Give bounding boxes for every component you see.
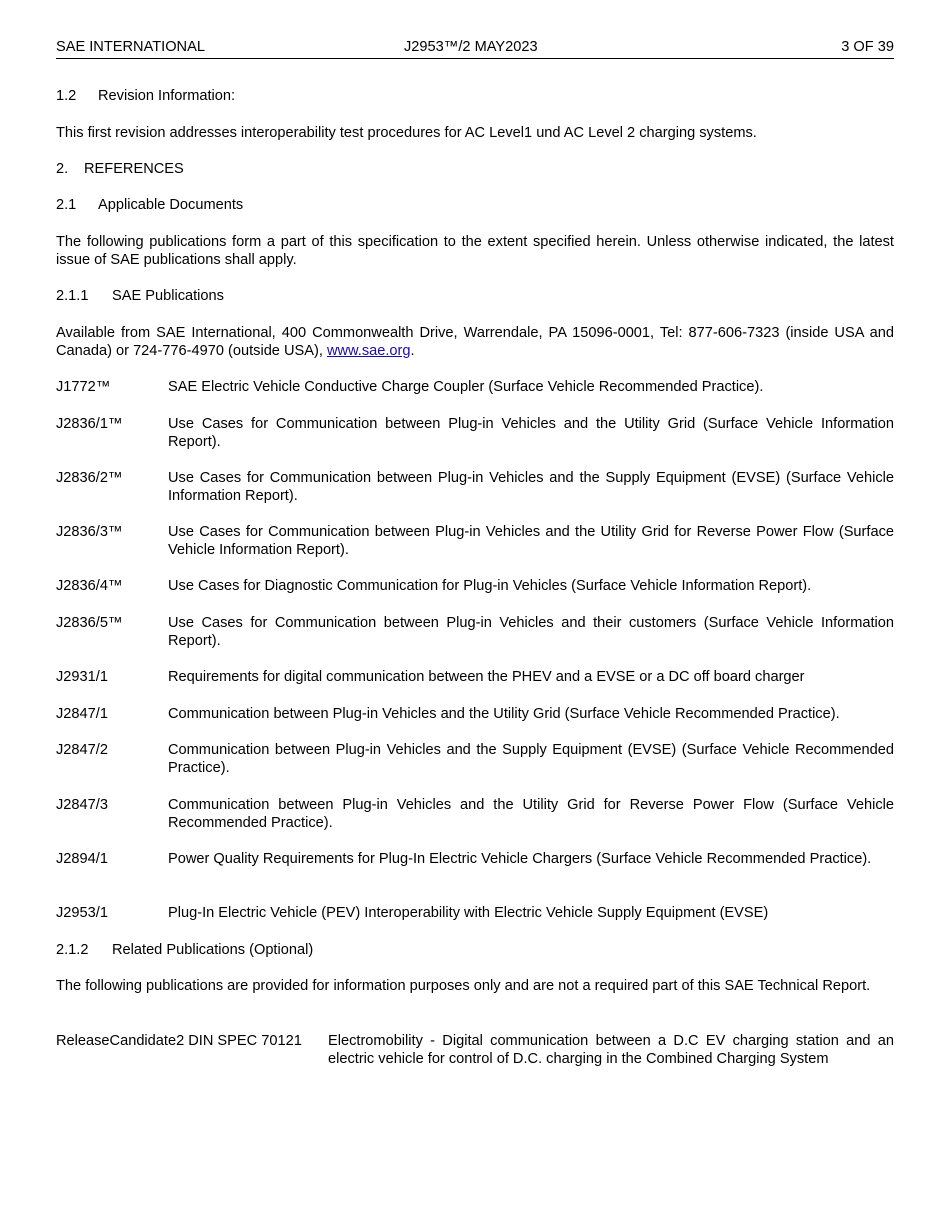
reference-code: J2836/1™ (56, 416, 123, 432)
availability-end: . (410, 343, 415, 359)
reference-description: Plug-In Electric Vehicle (PEV) Interoperability with Electric Vehicle Supply Equipment (EVSE) (168, 905, 769, 921)
reference-description: Communication between Plug-in Vehicles and the Supply Equipment (EVSE) (Surface Vehicle Recommended Practice). (168, 742, 894, 776)
reference-code: J2847/1 (56, 706, 108, 722)
section-title: SAE Publications (112, 288, 224, 304)
reference-code: J2836/5™ (56, 615, 123, 631)
section-2-1-heading (56, 196, 243, 214)
reference-description: Use Cases for Communication between Plug-in Vehicles and the Supply Equipment (EVSE) (Surface Vehicle Information Report). (168, 470, 894, 504)
header-document-id: J2953™/2 MAY2023 (404, 39, 538, 55)
page-header (56, 38, 894, 59)
section-2-heading (56, 160, 184, 178)
reference-description: Use Cases for Diagnostic Communication for Plug-in Vehicles (Surface Vehicle Information Report). (168, 578, 812, 594)
section-title: REFERENCES (84, 161, 184, 177)
section-2-1-1-heading (56, 287, 224, 305)
reference-description: SAE Electric Vehicle Conductive Charge Coupler (Surface Vehicle Recommended Practice). (168, 379, 764, 395)
header-page-number: 3 OF 39 (841, 39, 894, 55)
reference-description: Communication between Plug-in Vehicles and the Utility Grid for Reverse Power Flow (Surface Vehicle Recommended Practice). (168, 797, 894, 831)
reference-description: Electromobility - Digital communication between a D.C EV charging station and an electric vehicle for control of D.C. charging in the Combined Charging System (328, 1033, 894, 1067)
section-title: Revision Information: (98, 88, 236, 104)
header-publisher: SAE INTERNATIONAL (56, 39, 205, 55)
section-1-2-heading (56, 87, 235, 105)
sae-website-link[interactable]: www.sae.org (326, 343, 411, 359)
reference-code: ReleaseCandidate2 DIN SPEC 70121 (56, 1033, 302, 1049)
reference-code: J2836/3™ (56, 524, 123, 540)
reference-description: Use Cases for Communication between Plug-in Vehicles and their customers (Surface Vehicle Information Report). (168, 615, 894, 649)
reference-code: J2836/2™ (56, 470, 123, 486)
reference-description: Use Cases for Communication between Plug-in Vehicles and the Utility Grid for Reverse Power Flow (Surface Vehicle Information Report). (168, 524, 894, 558)
section-2-1-2-heading (56, 941, 313, 959)
reference-description: Power Quality Requirements for Plug-In Electric Vehicle Chargers (Surface Vehicle Recommended Practice). (168, 851, 872, 867)
reference-code: J1772™ (56, 379, 111, 395)
section-title: Applicable Documents (98, 197, 244, 213)
reference-code: J2953/1 (56, 905, 108, 921)
reference-code: J2894/1 (56, 851, 108, 867)
section-number: 2.1.1 (56, 288, 89, 304)
revision-paragraph: This first revision addresses interoperability test procedures for AC Level1 und AC Level 2 charging systems. (56, 125, 757, 141)
section-number: 2. (56, 161, 69, 177)
reference-code: J2931/1 (56, 669, 108, 685)
reference-description: Use Cases for Communication between Plug-in Vehicles and the Utility Grid (Surface Vehicle Information Report). (168, 416, 894, 450)
reference-description: Requirements for digital communication between the PHEV and a EVSE or a DC off board charger (168, 669, 805, 685)
section-number: 2.1.2 (56, 942, 89, 958)
related-publications-paragraph: The following publications are provided for information purposes only and are not a required part of this SAE Technical Report. (56, 978, 871, 994)
section-title: Related Publications (Optional) (112, 942, 314, 958)
availability-paragraph (56, 324, 894, 360)
reference-code: J2847/3 (56, 797, 108, 813)
availability-text: Available from SAE International, 400 Commonwealth Drive, Warrendale, PA 15096-0001, Tel: 877-606-7323 (inside USA and Canada) or 724-776-4970 (outside USA), (56, 325, 894, 359)
reference-description: Communication between Plug-in Vehicles and the Utility Grid (Surface Vehicle Recommended Practice). (168, 706, 840, 722)
reference-code: J2836/4™ (56, 578, 123, 594)
reference-code: J2847/2 (56, 742, 108, 758)
section-number: 2.1 (56, 197, 77, 213)
section-number: 1.2 (56, 88, 77, 104)
applicable-documents-paragraph: The following publications form a part of this specification to the extent specified herein. Unless otherwise indicated, the latest issue of SAE publications shall apply. (56, 234, 894, 268)
